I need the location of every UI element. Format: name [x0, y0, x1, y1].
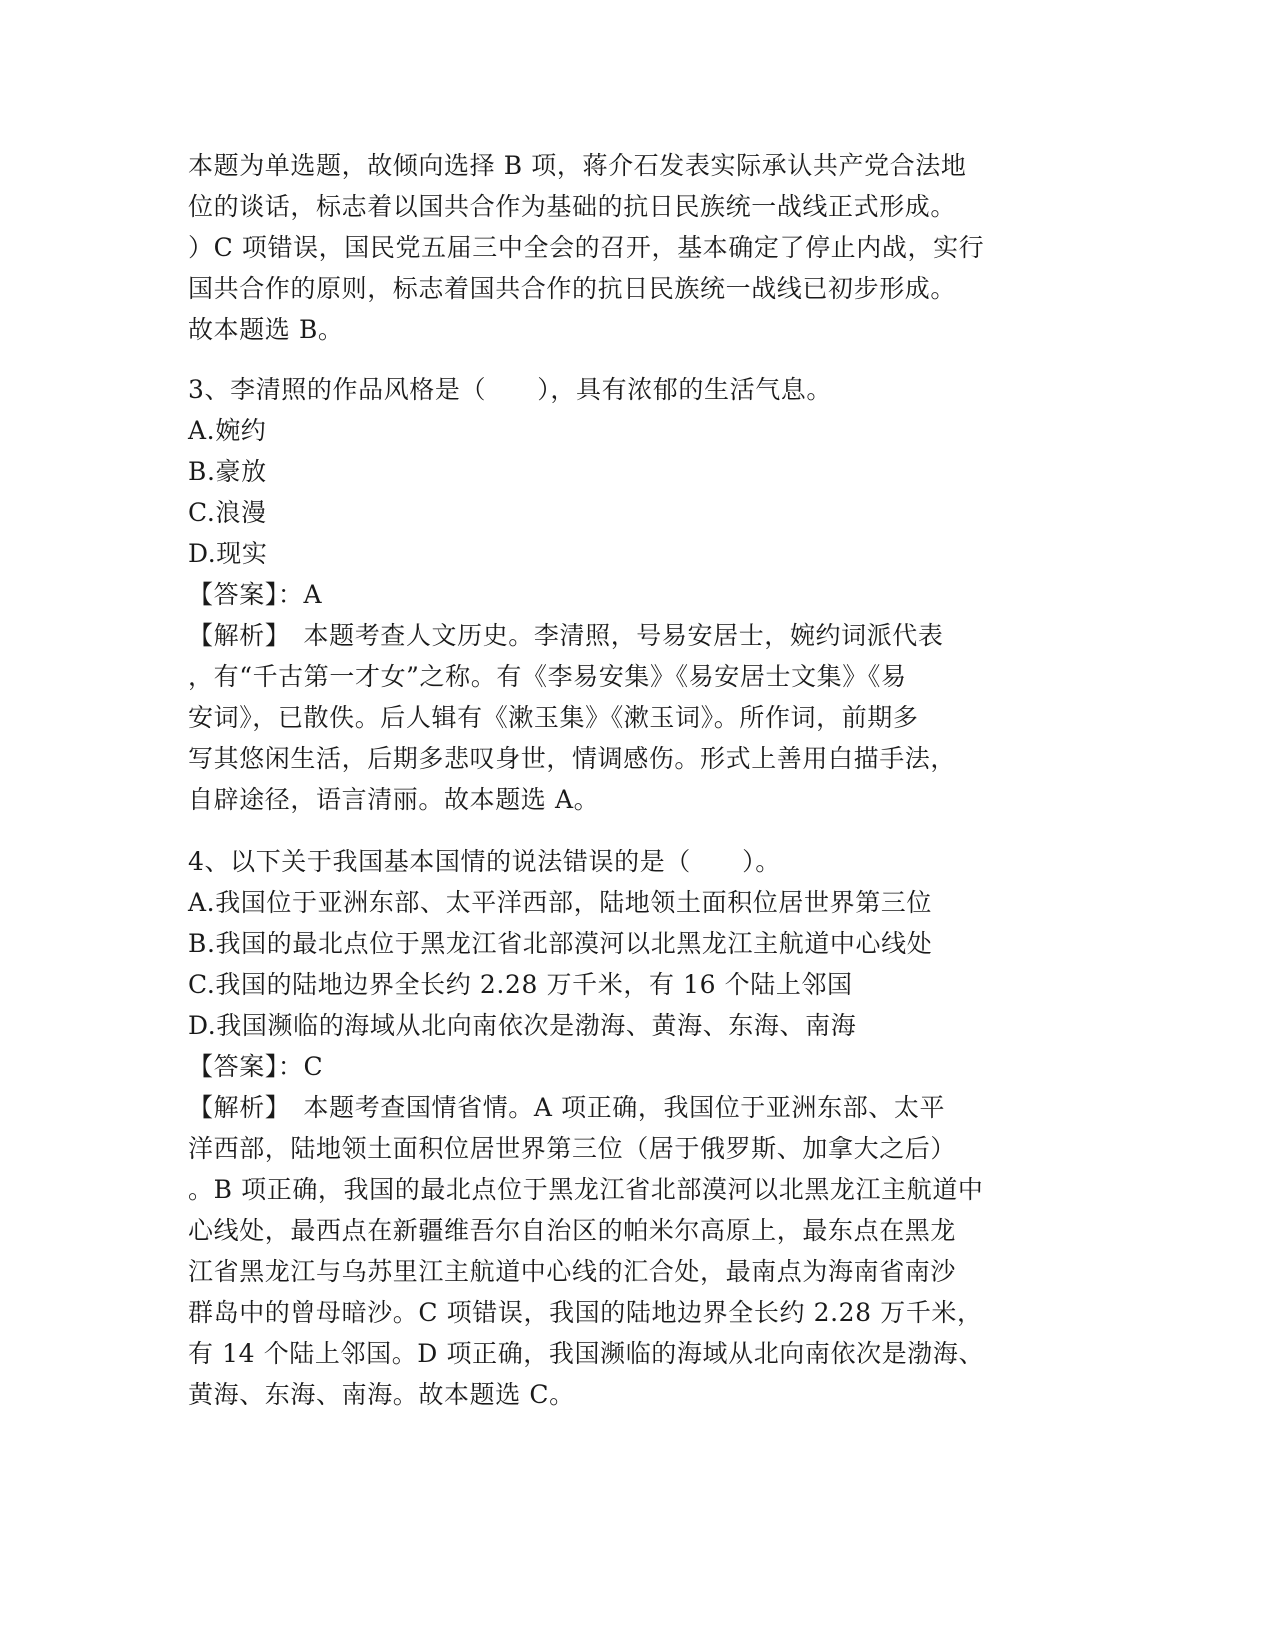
question-3-analysis-line-3: 安词》，已散佚。后人辑有《漱玉集》《漱玉词》。所作词，前期多	[188, 703, 919, 732]
question-4-analysis-line-2: 洋西部，陆地领土面积位居世界第三位（居于俄罗斯、加拿大之后）	[188, 1134, 957, 1163]
prev-explanation-line-5: 故本题选 B。	[188, 315, 344, 344]
question-3-answer: 【答案】：A	[188, 580, 323, 609]
question-4-analysis-line-5: 江省黑龙江与乌苏里江主航道中心线的汇合处，最南点为海南省南沙	[188, 1257, 957, 1286]
question-3-option-c: C.浪漫	[188, 498, 267, 527]
prev-explanation-line-1: 本题为单选题，故倾向选择 B 项，蒋介石发表实际承认共产党合法地	[188, 151, 967, 180]
question-3-analysis-line-4: 写其悠闲生活，后期多悲叹身世，情调感伤。形式上善用白描手法，	[188, 744, 957, 773]
prev-explanation-line-2: 位的谈话，标志着以国共合作为基础的抗日民族统一战线正式形成。	[188, 192, 957, 221]
question-4-option-b: B.我国的最北点位于黑龙江省北部漠河以北黑龙江主航道中心线处	[188, 929, 933, 958]
question-4-analysis-line-7: 有 14 个陆上邻国。D 项正确，我国濒临的海域从北向南依次是渤海、	[188, 1339, 985, 1368]
question-4-analysis-line-3: 。B 项正确，我国的最北点位于黑龙江省北部漠河以北黑龙江主航道中	[188, 1175, 984, 1204]
question-4-option-a: A.我国位于亚洲东部、太平洋西部，陆地领土面积位居世界第三位	[188, 888, 933, 917]
question-3-analysis-line-2: ，有“千古第一才女”之称。有《李易安集》《易安居士文集》《易	[188, 662, 907, 691]
question-4-stem: 4、以下关于我国基本国情的说法错误的是（ ）。	[188, 847, 781, 876]
question-4-analysis-line-1: 【解析】 本题考查国情省情。A 项正确，我国位于亚洲东部、太平	[188, 1093, 946, 1122]
question-3-option-d: D.现实	[188, 539, 268, 568]
question-4-option-d: D.我国濒临的海域从北向南依次是渤海、黄海、东海、南海	[188, 1011, 857, 1040]
prev-explanation-line-4: 国共合作的原则，标志着国共合作的抗日民族统一战线已初步形成。	[188, 274, 957, 303]
question-3-analysis-line-1: 【解析】 本题考查人文历史。李清照，号易安居士，婉约词派代表	[188, 621, 944, 650]
question-3-analysis-line-5: 自辟途径，语言清丽。故本题选 A。	[188, 785, 600, 814]
question-4-analysis-line-6: 群岛中的曾母暗沙。C 项错误，我国的陆地边界全长约 2.28 万千米，	[188, 1298, 983, 1327]
question-4-analysis-line-8: 黄海、东海、南海。故本题选 C。	[188, 1380, 575, 1409]
question-3-stem: 3、李清照的作品风格是（ ），具有浓郁的生活气息。	[188, 375, 833, 404]
question-4-answer: 【答案】：C	[188, 1052, 324, 1081]
question-3-option-a: A.婉约	[188, 416, 267, 445]
question-3-option-b: B.豪放	[188, 457, 267, 486]
prev-explanation-line-3: ）C 项错误，国民党五届三中全会的召开，基本确定了停止内战，实行	[188, 233, 985, 262]
question-4-analysis-line-4: 心线处，最西点在新疆维吾尔自治区的帕米尔高原上，最东点在黑龙	[188, 1216, 957, 1245]
question-4-option-c: C.我国的陆地边界全长约 2.28 万千米，有 16 个陆上邻国	[188, 970, 853, 999]
